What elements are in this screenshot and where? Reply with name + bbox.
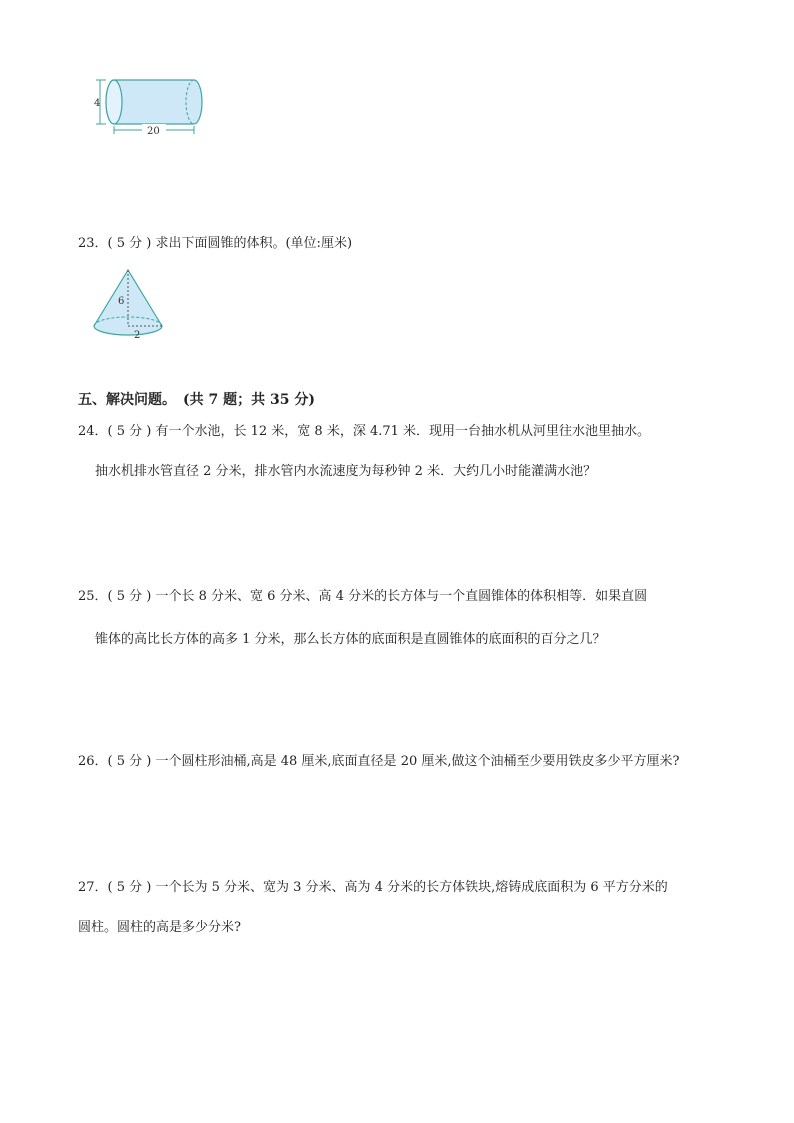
question-25-line-1: 25．( 5 分 ) 一个长 8 分米、宽 6 分米、高 4 分米的长方体与一个直圆锥体的体积相等．如果直圆 bbox=[78, 589, 648, 604]
section-5-title: 五、解决问题。 (共 7 题；共 35 分) bbox=[78, 392, 315, 408]
question-26: 26．( 5 分 ) 一个圆柱形油桶,高是 48 厘米,底面直径是 20 厘米,做这个油桶至少要用铁皮多少平方厘米? bbox=[78, 754, 680, 769]
cone-radius-label: 2 bbox=[134, 330, 141, 341]
question-23: 23．( 5 分 ) 求出下面圆锥的体积。(单位:厘米) bbox=[78, 236, 353, 251]
cone-height-label: 6 bbox=[118, 296, 125, 307]
question-25-line-2: 锥体的高比长方体的高多 1 分米，那么长方体的底面积是直圆锥体的底面积的百分之几？ bbox=[95, 632, 606, 647]
cone-figure bbox=[88, 264, 178, 344]
cylinder-height-label: 4 bbox=[94, 98, 101, 109]
cylinder-left-face bbox=[106, 80, 122, 124]
cylinder-figure bbox=[88, 72, 218, 138]
question-27-line-1: 27．( 5 分 ) 一个长为 5 分米、宽为 3 分米、高为 4 分米的长方体铁块,熔铸成底面积为 6 平方分米的 bbox=[78, 880, 668, 895]
cylinder-length-label: 20 bbox=[147, 126, 160, 137]
question-27-line-2: 圆柱。圆柱的高是多少分米? bbox=[78, 920, 241, 935]
question-24-line-1: 24．( 5 分 ) 有一个水池，长 12 米，宽 8 米，深 4.71 米．现用一台抽水机从河里往水池里抽水。 bbox=[78, 424, 651, 439]
question-24-line-2: 抽水机排水管直径 2 分米，排水管内水流速度为每秒钟 2 米．大约几小时能灌满水池？ bbox=[95, 464, 597, 479]
